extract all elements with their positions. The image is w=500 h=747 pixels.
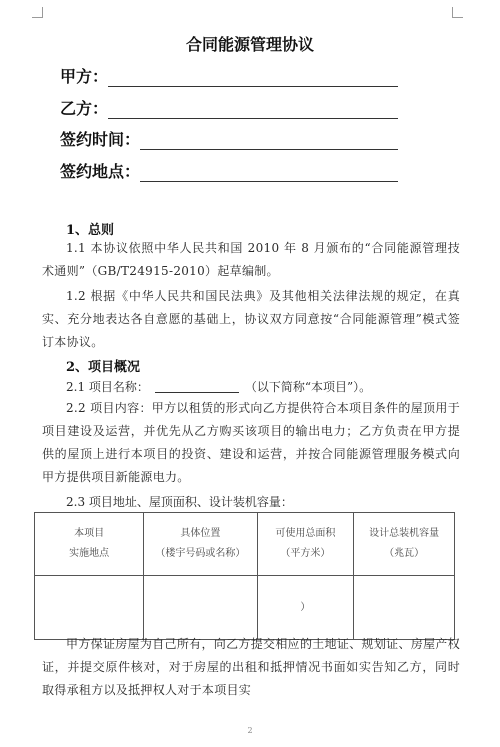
clause-2-2: 2.2 项目内容：甲方以租赁的形式向乙方提供符合本项目条件的屋顶用于项目建设及运营，并优先从乙方购买该项目的输出电力；乙方负责在甲方提供的屋顶上进行本项目的投资、建设和运营，并按合同能源管理服务模式向甲方提供项目新能源电力。: [42, 401, 460, 484]
clause-2-1-prefix: 2.1 项目名称：: [66, 380, 149, 394]
header-capacity: 设计总装机容量 （兆瓦）: [354, 513, 455, 576]
signing-time-field: [60, 127, 398, 150]
section-1-heading: 1、总则: [66, 223, 115, 238]
party-a-label: 甲方：: [60, 67, 109, 86]
clause-2-3: 2.3 项目地址、屋顶面积、设计装机容量：: [66, 495, 293, 509]
signing-place-blank[interactable]: [140, 165, 398, 182]
header-area: 可使用总面积 （平方米）: [257, 513, 354, 576]
clause-2-1-suffix: （以下简称“本项目”）。: [244, 380, 372, 394]
page-corner-mark-right: [452, 7, 463, 18]
party-b-blank[interactable]: [108, 102, 398, 119]
cell-site[interactable]: [35, 576, 144, 640]
signing-time-blank[interactable]: [140, 133, 398, 150]
table-row: [35, 576, 455, 640]
signing-time-label: 签约时间：: [60, 130, 141, 149]
clause-2-1: [66, 378, 371, 395]
party-a-field: [60, 64, 398, 87]
cell-location[interactable]: [144, 576, 257, 640]
clause-1-2: 1.2 根据《中华人民共和国民法典》及其他相关法律法规的规定，在真实、充分地表达各自意愿的基础上，协议双方同意按“合同能源管理”模式签订本协议。: [42, 289, 460, 349]
header-site: 本项目 实施地点: [35, 513, 144, 576]
project-info-table: [34, 512, 455, 640]
clause-1-1: 1.1 本协议依照中华人民共和国 2010 年 8 月颁布的“合同能源管理技术通则”（GB/T24915-2010）起草编制。: [42, 241, 460, 278]
guarantee-paragraph: 甲方保证房屋为自己所有，向乙方提交相应的土地证、规划证、房屋产权证，并提交原件核对，对于房屋的出租和抵押情况书面如实告知乙方，同时取得承租方以及抵押权人对于本项目实: [42, 637, 460, 697]
table-header-row: [35, 513, 455, 576]
party-a-blank[interactable]: [108, 70, 398, 87]
signing-place-field: [60, 159, 398, 182]
party-b-label: 乙方：: [60, 99, 109, 118]
cell-area[interactable]: ）: [257, 576, 354, 640]
page-number: 2: [247, 726, 253, 735]
page-corner-mark-left: [32, 7, 43, 18]
project-name-blank[interactable]: [155, 380, 239, 393]
signing-place-label: 签约地点：: [60, 162, 141, 181]
header-location: 具体位置 （楼宇号码或名称）: [144, 513, 257, 576]
party-b-field: [60, 96, 398, 119]
section-2-heading: 2、项目概况: [66, 360, 141, 375]
cell-capacity[interactable]: [354, 576, 455, 640]
document-title: 合同能源管理协议: [185, 35, 314, 54]
